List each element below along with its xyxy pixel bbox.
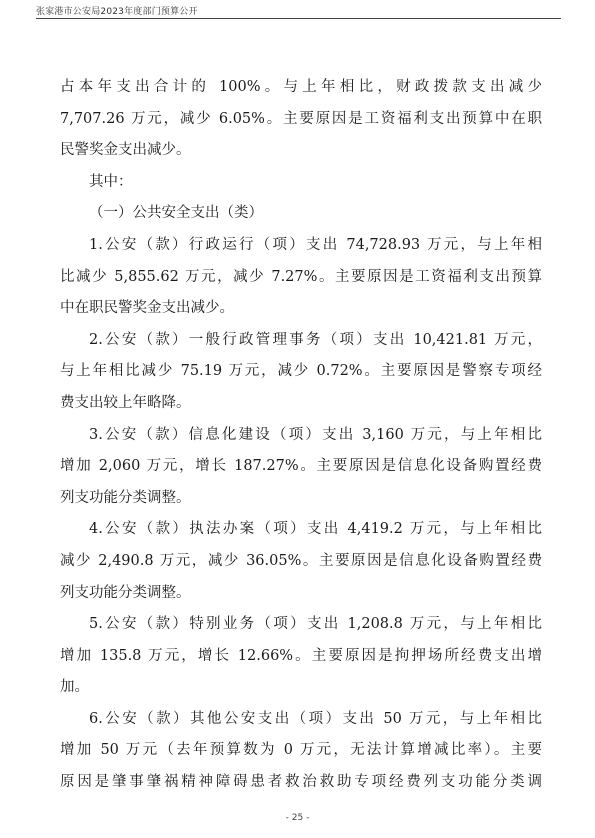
section-label: 其中： (89, 173, 133, 190)
body-line: 4.公安（款）执法办案（项）支出 4,419.2 万元，与上年相比 (89, 521, 542, 538)
body-line: 列支功能分类调整。 (60, 584, 191, 601)
body-line: 比减少 5,855.62 万元，减少 7.27%。主要原因是工资福利支出预算 (60, 268, 542, 285)
body-line: 中在职民警奖金支出减少。 (60, 300, 234, 317)
body-line: 加。 (60, 679, 89, 696)
body-line: 增加 2,060 万元，增长 187.27%。主要原因是信息化设备购置经费 (60, 458, 542, 475)
page-number: - 25 - (285, 813, 310, 823)
body-line: 与上年相比减少 75.19 万元，减少 0.72%。主要原因是警察专项经 (60, 363, 542, 380)
body-line: 增加 135.8 万元，增长 12.66%。主要原因是拘押场所经费支出增 (60, 647, 542, 664)
body-line: 减少 2,490.8 万元，减少 36.05%。主要原因是信息化设备购置经费 (60, 552, 542, 569)
body-line: 费支出较上年略降。 (60, 394, 191, 411)
body-line: 增加 50 万元（去年预算数为 0 万元，无法计算增减比率）。主要 (60, 742, 542, 759)
body-line: 占本年支出合计的 100%。与上年相比，财政拨款支出减少 (60, 79, 542, 95)
body-line: 1.公安（款）行政运行（项）支出 74,728.93 万元，与上年相 (89, 236, 542, 253)
body-line: 2.公安（款）一般行政管理事务（项）支出 10,421.81 万元， (89, 331, 542, 348)
document-header: 张家港市公安局2023年度部门预算公开 (36, 7, 198, 17)
body-line: 5.公安（款）特别业务（项）支出 1,208.8 万元，与上年相比 (89, 616, 542, 633)
body-line: 列支功能分类调整。 (60, 489, 191, 506)
body-line: 6.公安（款）其他公安支出（项）支出 50 万元，与上年相比 (89, 710, 542, 727)
body-line: 民警奖金支出减少。 (60, 142, 191, 159)
body-line: 原因是肇事肇祸精神障碍患者救治救助专项经费列支功能分类调 (60, 774, 542, 791)
header-divider (36, 18, 561, 19)
body-line: 7,707.26 万元，减少 6.05%。主要原因是工资福利支出预算中在职 (60, 110, 542, 127)
section-heading: （一）公共安全支出（类） (89, 205, 263, 222)
document-body (60, 72, 542, 799)
body-line: 3.公安（款）信息化建设（项）支出 3,160 万元，与上年相比 (89, 426, 542, 443)
